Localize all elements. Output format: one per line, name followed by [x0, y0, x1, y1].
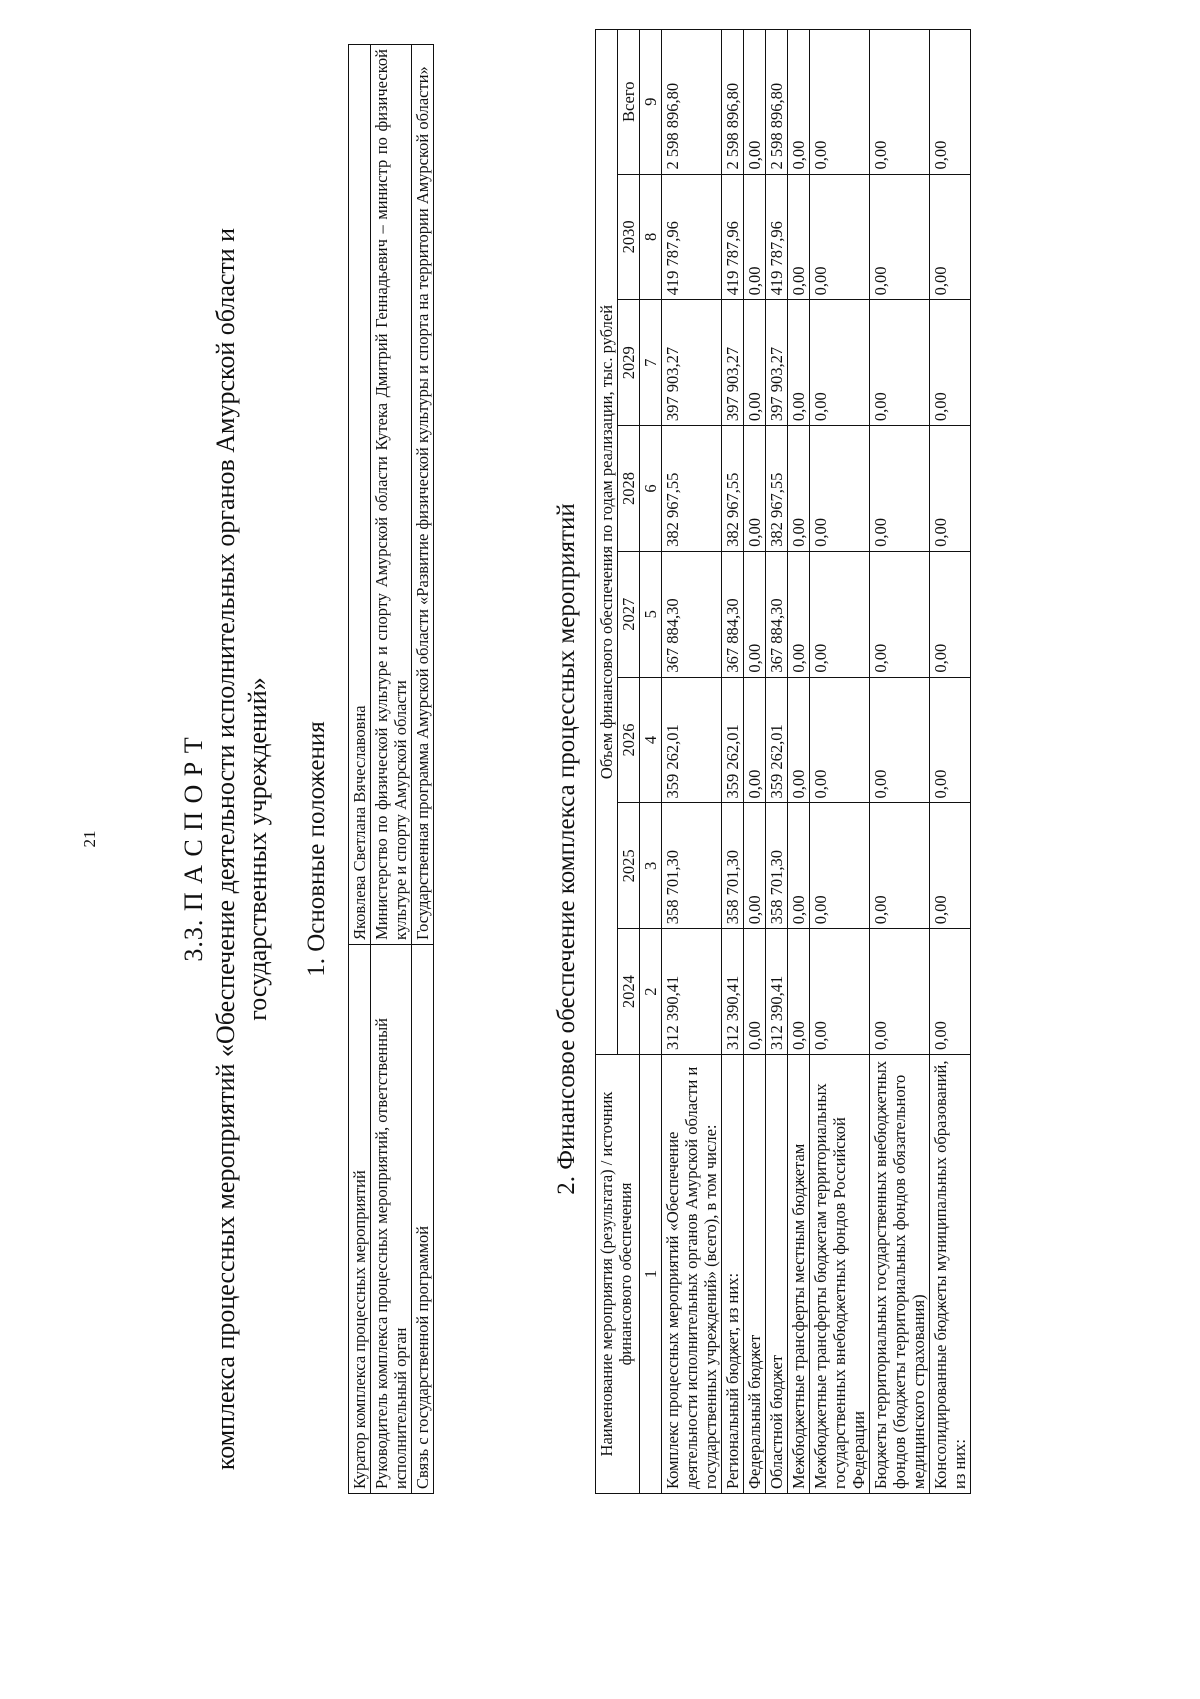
financing-value: 0,00	[870, 677, 930, 803]
financing-value: 0,00	[744, 174, 766, 300]
financing-value: 0,00	[930, 30, 971, 175]
financing-row	[744, 30, 766, 1494]
financing-row	[810, 30, 870, 1494]
provision-label: Связь с государственной программой	[412, 945, 434, 1494]
financing-value: 0,00	[810, 174, 870, 300]
financing-value: 397 903,27	[766, 300, 788, 426]
header-year-cell: Всего	[618, 30, 640, 175]
financing-value: 0,00	[870, 426, 930, 552]
provision-row	[371, 45, 412, 1494]
financing-value: 0,00	[744, 30, 766, 175]
financing-row	[766, 30, 788, 1494]
header-row-1	[596, 30, 618, 1494]
financing-value: 358 701,30	[766, 803, 788, 929]
main-provisions-body	[349, 45, 434, 1494]
financing-value: 0,00	[810, 426, 870, 552]
financing-row	[722, 30, 744, 1494]
financing-value: 0,00	[788, 803, 810, 929]
provision-row	[349, 45, 371, 1494]
title-line-1: 3.3. П А С П О Р Т	[179, 736, 208, 962]
header-column-number: 8	[640, 174, 662, 300]
financing-value: 0,00	[870, 803, 930, 929]
provision-label: Куратор комплекса процессных мероприятий	[349, 945, 371, 1494]
title-line-3: государственных учреждений»	[243, 677, 272, 1021]
financing-row-name: Федеральный бюджет	[744, 1055, 766, 1494]
financing-value: 0,00	[744, 929, 766, 1055]
financing-value: 0,00	[744, 803, 766, 929]
document-title	[178, 119, 274, 1579]
financing-value: 419 787,96	[662, 174, 722, 300]
section-2-heading: 2. Финансовое обеспечение комплекса процессных мероприятий	[553, 503, 580, 1195]
financing-value: 0,00	[744, 426, 766, 552]
financing-row-name: Региональный бюджет, из них:	[722, 1055, 744, 1494]
financing-table-body	[662, 30, 971, 1494]
header-year-cell: 2025	[618, 803, 640, 929]
financing-row	[930, 30, 971, 1494]
header-column-number: 6	[640, 426, 662, 552]
header-year-cell: 2029	[618, 300, 640, 426]
financing-value: 358 701,30	[722, 803, 744, 929]
financing-table-header	[596, 30, 662, 1494]
financing-value: 0,00	[810, 30, 870, 175]
financing-value: 312 390,41	[722, 929, 744, 1055]
financing-value: 397 903,27	[722, 300, 744, 426]
header-column-number: 9	[640, 30, 662, 175]
financing-value: 0,00	[810, 803, 870, 929]
financing-value: 0,00	[870, 551, 930, 677]
financing-row	[870, 30, 930, 1494]
financing-value: 0,00	[788, 551, 810, 677]
financing-value: 359 262,01	[766, 677, 788, 803]
financing-value: 0,00	[930, 677, 971, 803]
financing-value: 0,00	[810, 929, 870, 1055]
financing-value: 0,00	[788, 929, 810, 1055]
header-year-cell: 2030	[618, 174, 640, 300]
header-column-number: 7	[640, 300, 662, 426]
header-volume-cell: Объем финансового обеспечения по годам реализации, тыс. рублей	[596, 30, 618, 1055]
financing-row-name: Межбюджетные трансферты местным бюджетам	[788, 1055, 810, 1494]
financing-value: 0,00	[810, 551, 870, 677]
provision-value: Государственная программа Амурской области «Развитие физической культуры и спорта на территории Амурской области»	[412, 45, 434, 945]
financing-value: 0,00	[930, 174, 971, 300]
financing-value: 0,00	[930, 929, 971, 1055]
financing-value: 419 787,96	[722, 174, 744, 300]
financing-value: 382 967,55	[766, 426, 788, 552]
financing-value: 367 884,30	[662, 551, 722, 677]
financing-row-name: Межбюджетные трансферты бюджетам территориальных государственных внебюджетных фондов Российской Федерации	[810, 1055, 870, 1494]
financing-value: 0,00	[788, 30, 810, 175]
financing-value: 0,00	[930, 803, 971, 929]
financing-value: 0,00	[788, 426, 810, 552]
provision-label: Руководитель комплекса процессных мероприятий, ответственный исполнительный орган	[371, 945, 412, 1494]
header-column-number: 2	[640, 929, 662, 1055]
main-provisions-table	[348, 44, 434, 1494]
financing-row-name: Областной бюджет	[766, 1055, 788, 1494]
financing-value: 397 903,27	[662, 300, 722, 426]
financing-value: 0,00	[930, 300, 971, 426]
financing-value: 419 787,96	[766, 174, 788, 300]
financing-value: 0,00	[744, 300, 766, 426]
header-column-number: 3	[640, 803, 662, 929]
financing-value: 0,00	[870, 300, 930, 426]
financing-value: 359 262,01	[662, 677, 722, 803]
financing-row	[788, 30, 810, 1494]
financing-value: 0,00	[788, 677, 810, 803]
financing-value: 2 598 896,80	[662, 30, 722, 175]
header-year-cell: 2024	[618, 929, 640, 1055]
financing-value: 382 967,55	[662, 426, 722, 552]
financing-value: 0,00	[870, 929, 930, 1055]
financing-value: 0,00	[930, 426, 971, 552]
financing-table	[595, 29, 971, 1494]
financing-value: 312 390,41	[662, 929, 722, 1055]
financing-value: 312 390,41	[766, 929, 788, 1055]
financing-row	[662, 30, 722, 1494]
financing-value: 367 884,30	[722, 551, 744, 677]
header-colnum-row	[640, 30, 662, 1494]
financing-value: 0,00	[744, 677, 766, 803]
page-number: 21	[80, 830, 99, 848]
financing-value: 0,00	[810, 300, 870, 426]
header-name-cell: Наименование мероприятия (результата) / источник финансового обеспечения	[596, 1055, 640, 1494]
financing-value: 359 262,01	[722, 677, 744, 803]
header-column-number: 1	[640, 1055, 662, 1494]
financing-value: 0,00	[810, 677, 870, 803]
provision-row	[412, 45, 434, 1494]
financing-value: 367 884,30	[766, 551, 788, 677]
financing-value: 382 967,55	[722, 426, 744, 552]
financing-row-name: Комплекс процессных мероприятий «Обеспечение деятельности исполнительных органов Амурской области и государственных учреждений» (всего), в том числе:	[662, 1055, 722, 1494]
header-column-number: 4	[640, 677, 662, 803]
financing-value: 0,00	[870, 30, 930, 175]
header-year-cell: 2026	[618, 677, 640, 803]
provision-value: Министерство по физической культуре и спорту Амурской области Кутека Дмитрий Геннадьевич – министр по физической культуре и спорту Амурской области	[371, 45, 412, 945]
financing-value: 0,00	[744, 551, 766, 677]
financing-row-name: Консолидированные бюджеты муниципальных образований, из них:	[930, 1055, 971, 1494]
section-1-heading: 1. Основные положения	[303, 721, 330, 977]
header-column-number: 5	[640, 551, 662, 677]
financing-value: 0,00	[930, 551, 971, 677]
provision-value: Яковлева Светлана Вячеславовна	[349, 45, 371, 945]
header-year-cell: 2027	[618, 551, 640, 677]
title-line-2: комплекса процессных мероприятий «Обеспечение деятельности исполнительных органов Амурской области и	[211, 227, 240, 1471]
financing-value: 2 598 896,80	[766, 30, 788, 175]
financing-value: 358 701,30	[662, 803, 722, 929]
financing-row-name: Бюджеты территориальных государственных внебюджетных фондов (бюджеты территориальных фондов обязательного медицинского страхования)	[870, 1055, 930, 1494]
financing-value: 0,00	[788, 300, 810, 426]
financing-value: 0,00	[788, 174, 810, 300]
financing-value: 0,00	[870, 174, 930, 300]
financing-value: 2 598 896,80	[722, 30, 744, 175]
header-year-cell: 2028	[618, 426, 640, 552]
